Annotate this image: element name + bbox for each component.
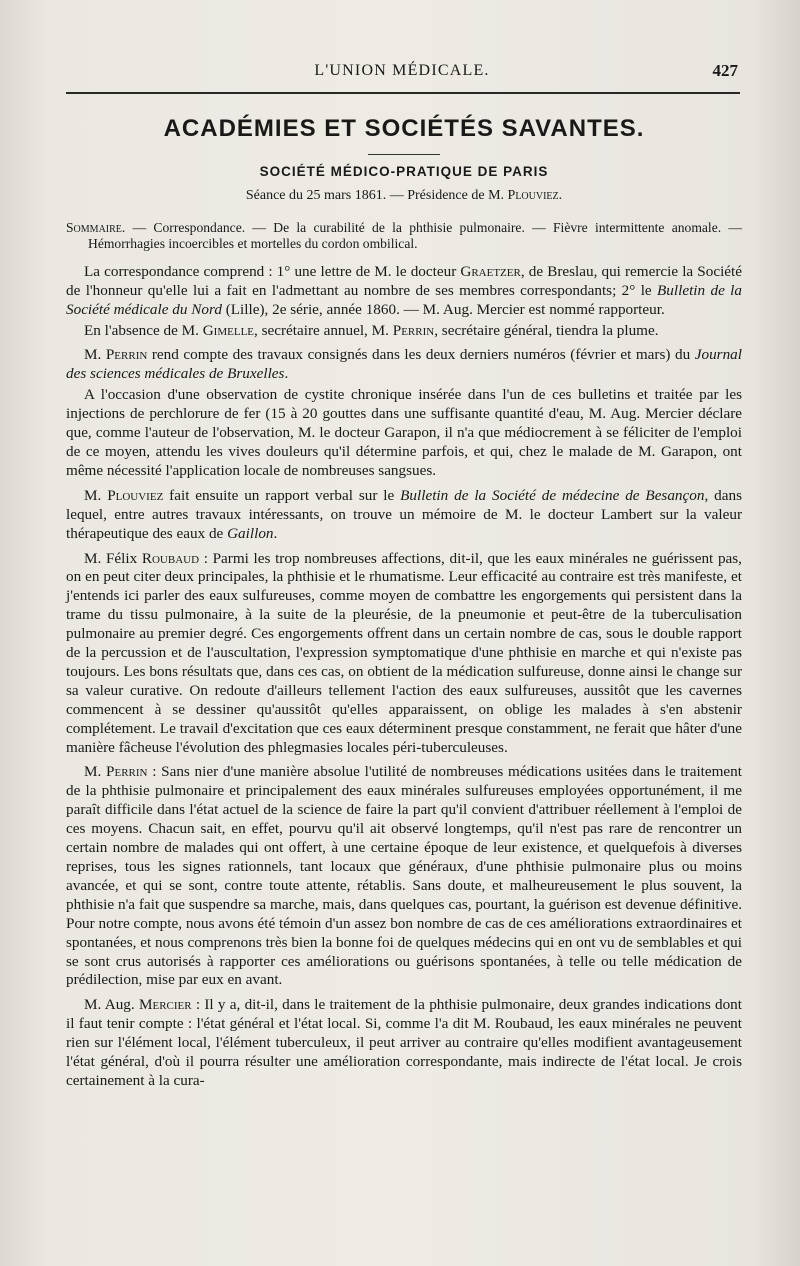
- text-span: M. Félix: [84, 549, 142, 567]
- person-name: Perrin: [105, 346, 148, 364]
- person-name: Graetzer: [460, 262, 521, 280]
- text-span: rend compte des travaux consignés dans les deux derniers numéros (février et mars) du: [147, 346, 695, 364]
- person-name: Perrin: [392, 321, 435, 339]
- text-span: : Il y a, dit-il, dans le traitement de la phthisie pulmonaire, deux grandes indications dont il faut tenir compte : l'état général et l'état local. Si, comme l'a dit M. Roubaud, les eaux minérales ne peuvent rien sur l'élément local, l'élément tuberculeux, il peut arriver au contraire qu'elles modifient avantageusement l'état général, d'où il pourra résulter une amélioration correspondante, mais indirecte de l'état local. Je crois certainement à la cura-: [66, 996, 742, 1089]
- text-span: La correspondance comprend : 1° une lettre de M. le docteur: [84, 262, 461, 280]
- text-span: (Lille), 2e série, année 1860. — M. Aug. Mercier est nommé rapporteur.: [221, 300, 665, 318]
- person-name: Gimelle: [202, 321, 255, 339]
- text-span: M.: [84, 486, 108, 504]
- text-span: M. Aug.: [84, 996, 139, 1014]
- person-name: Plouviez: [107, 486, 164, 504]
- running-head: [64, 58, 740, 88]
- section-title: ACADÉMIES ET SOCIÉTÉS SAVANTES.: [163, 115, 645, 142]
- place-name-italic: Gaillon: [227, 524, 274, 542]
- journal-title-italic: Bulletin de la Société médicale du Nord: [66, 281, 742, 318]
- seance-suffix: .: [558, 187, 563, 203]
- paragraph-correspondance: [66, 263, 742, 320]
- paragraph-roubaud: [66, 550, 742, 758]
- text-span: .: [284, 365, 289, 383]
- person-name: Mercier: [138, 996, 192, 1014]
- seance-prefix: Séance du 25 mars 1861. — Présidence de M.: [245, 187, 505, 203]
- journal-title-italic: Bulletin de la Société de médecine de Besançon: [400, 486, 705, 504]
- seance-line: [66, 187, 742, 206]
- sommaire: [66, 220, 742, 253]
- sommaire-text: — Correspondance. — De la curabilité de la phthisie pulmonaire. — Fièvre intermittente anomale. — Hémorrhagies incoercibles et mortelles du cordon ombilical.: [88, 219, 742, 252]
- journal-title-italic: Journal des sciences médicales de Bruxelles: [66, 346, 742, 383]
- president-name: Plouviez: [507, 187, 559, 203]
- society-name: SOCIÉTÉ MÉDICO-PRATIQUE DE PARIS: [259, 164, 549, 179]
- text-span: , secrétaire général, tiendra la plume.: [434, 321, 659, 339]
- paragraph-mercier: [66, 996, 742, 1091]
- text-span: : Parmi les trop nombreuses affections, dit-il, que les eaux minérales ne guérissent pas, on en peut citer deux principales, la phthisie et le rhumatisme. Leur efficacité au contraire est très manifeste, et j'entends ici parler des eaux sulfureuses, comme moyen de combattre les engorgements qui persistent dans la trame du tissu pulmonaire, à la suite de la pleurésie, de la pneumonie et peut-être de la tuberculisation pulmonaire au premier degré. Ces engorgements offrent dans un certain nombre de cas, sous le double rapport de la percussion et de l'auscultation, l'expression symptomatique d'une phthisie en marche et qui n'existe pas toujours. Les bons résultats que, dans ces cas, on obtient de la médication sulfureuse, donne ainsi le change sur sa valeur curative. On redoute d'ailleurs tellement l'action des eaux sulfureuses, aussitôt que les cavernes commencent à se dessiner qu'aussitôt qu'elles apparaissent, on oblige les malades à s'en abstenir complétement. Le travail d'excitation que ces eaux déterminent presque constamment, ne ferait que hâter d'une manière fâcheuse l'évolution des phlegmasies locales péri-tuberculeuses.: [66, 549, 742, 756]
- person-name: Roubaud: [141, 549, 200, 567]
- page-number: 427: [712, 61, 738, 80]
- text-span: M.: [84, 346, 106, 364]
- text-span: , dans lequel, entre autres travaux intéressants, on trouve un mémoire de M. le docteur Lambert sur la valeur thérapeutique des eaux de: [66, 486, 742, 542]
- header-rule: [66, 92, 740, 94]
- text-span: M.: [84, 763, 107, 781]
- text-span: , de Breslau, qui remercie la Société de l'honneur qu'elle lui a fait en l'admettant au nombre de ses membres correspondants; 2° le: [66, 262, 742, 299]
- text-span: fait ensuite un rapport verbal sur le: [163, 486, 401, 504]
- journal-title: L'UNION MÉDICALE.: [314, 62, 490, 79]
- text-span: : Sans nier d'une manière absolue l'utilité de nombreuses médications usitées dans le traitement de la phthisie pulmonaire et principalement des eaux minérales sulfureuses employées opportunément, il me paraît difficile dans l'état actuel de la science de faire la part qu'il convient d'attribuer réellement à l'emploi de ces moyens. Chacun sait, en effet, pourvu qu'il ait observé longtemps, qu'il n'est pas rare de rencontrer un certain nombre de malades qui ont offert, à une certaine époque de leur existence, et quelquefois à diverses reprises, tous les signes rationnels, tant locaux que généraux, d'une phthisie pulmonaire plus ou moins avancée, et qui se sont, contre toute attente, rétablis. Sans doute, et malheureusement le plus souvent, la phthisie n'a fait que suspendre sa marche, mais, dans quelques cas, pourtant, la guérison est devenue définitive. Pour notre compte, nous avons été témoin d'un assez bon nombre de cas de ces améliorations extraordinaires et spontanées, et nous comprenons très bien la bonne foi de quelques médecins qui en ont vu de semblables et qui se sont crus autorisés à rapporter ces améliorations ou guérisons spontanées, à telle ou telle médication de prédilection, mise par eux en avant.: [66, 763, 742, 989]
- paragraph-cystite: A l'occasion d'une observation de cystite chronique insérée dans l'un de ces bulletins et traitée par les injections de perchlorure de fer (15 à 20 gouttes dans une suffisante quantité d'eau, M. Aug. Mercier déclare que, comme l'auteur de l'observation, M. le docteur Garapon, il n'a que médiocrement à se féliciter de l'emploi de ce moyen, attendu les vives douleurs qu'il détermine parfois, et qui, chez le malade de M. Garapon, ont même nécessité l'application locale de nombreuses sangsues.: [66, 386, 742, 479]
- person-name: Perrin: [106, 763, 148, 781]
- paragraph-perrin-reponse: [66, 763, 742, 990]
- text-span: En l'absence de M.: [84, 321, 203, 339]
- text-span: , secrétaire annuel, M.: [254, 321, 393, 339]
- paragraph-plouviez-rapport: [66, 487, 742, 544]
- article-body: [66, 108, 742, 1097]
- paragraph-perrin-compte: [66, 346, 742, 384]
- text-span: .: [273, 524, 278, 542]
- sommaire-label: Sommaire.: [66, 219, 126, 235]
- paragraph-absence: [66, 322, 742, 341]
- title-divider: [368, 154, 440, 155]
